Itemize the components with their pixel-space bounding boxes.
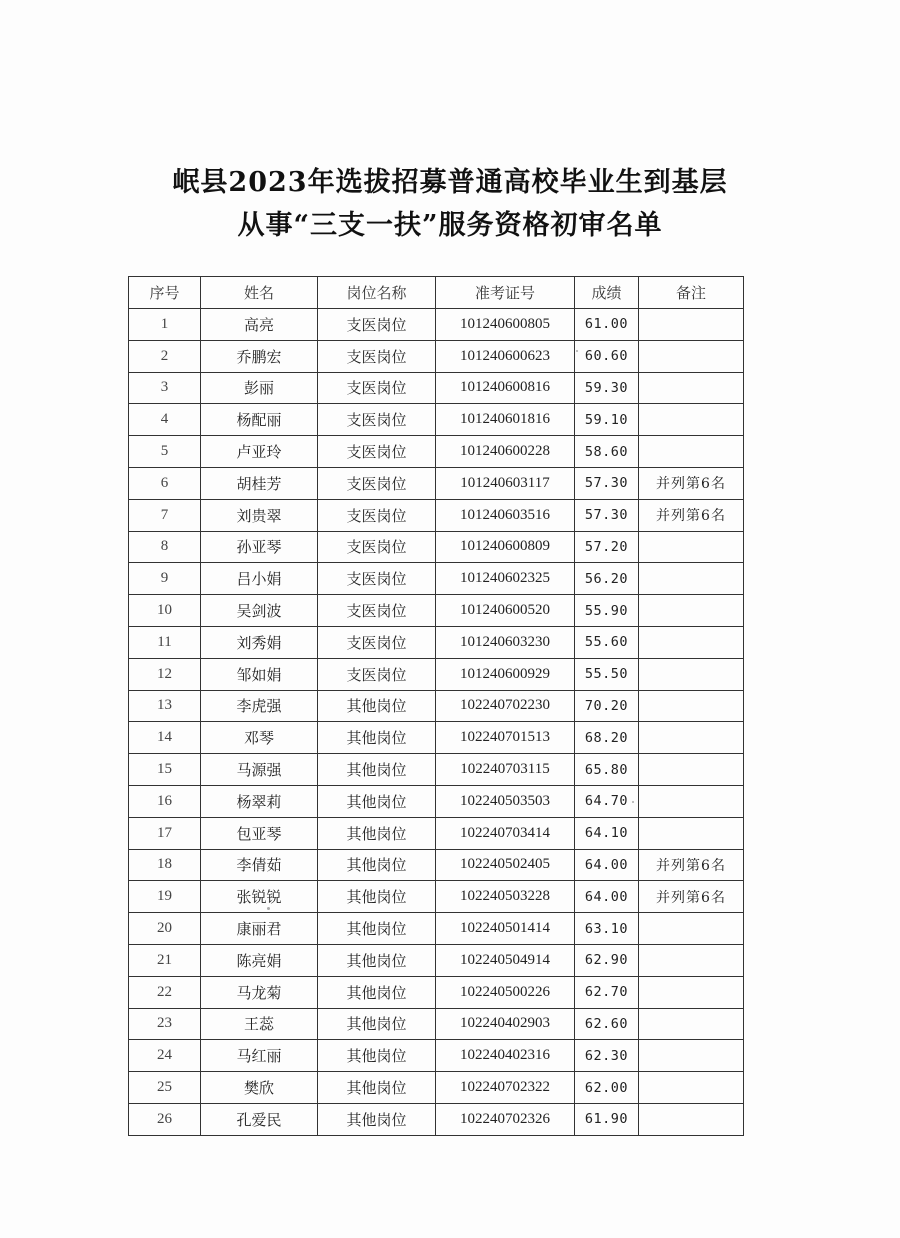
cell-seq: 14 xyxy=(129,722,201,754)
cell-position: 支医岗位 xyxy=(318,658,436,690)
cell-name: 王蕊 xyxy=(201,1008,318,1040)
table-row xyxy=(129,467,744,499)
cell-seq: 4 xyxy=(129,404,201,436)
cell-exam-number: 102240501414 xyxy=(436,913,575,945)
document-title-line-2: 从事“三支一扶”服务资格初审名单 xyxy=(237,210,663,241)
scan-speck xyxy=(267,907,270,910)
cell-score: 62.00 xyxy=(575,1072,639,1104)
cell-seq: 13 xyxy=(129,690,201,722)
table-row xyxy=(129,722,744,754)
table-row xyxy=(129,1072,744,1104)
cell-remarks xyxy=(639,944,744,976)
cell-seq: 26 xyxy=(129,1103,201,1135)
cell-seq: 17 xyxy=(129,817,201,849)
cell-exam-number: 101240600623 xyxy=(436,340,575,372)
cell-position: 其他岗位 xyxy=(318,944,436,976)
cell-remarks xyxy=(639,913,744,945)
cell-score: 61.90 xyxy=(575,1103,639,1135)
cell-position: 其他岗位 xyxy=(318,881,436,913)
cell-name: 马源强 xyxy=(201,754,318,786)
cell-exam-number: 102240701513 xyxy=(436,722,575,754)
cell-position: 其他岗位 xyxy=(318,976,436,1008)
header-exam-number: 准考证号 xyxy=(436,277,575,309)
cell-remarks xyxy=(639,595,744,627)
cell-remarks xyxy=(639,1103,744,1135)
cell-score: 62.30 xyxy=(575,1040,639,1072)
cell-seq: 23 xyxy=(129,1008,201,1040)
table-row xyxy=(129,913,744,945)
cell-score: 64.10 xyxy=(575,817,639,849)
table-row xyxy=(129,595,744,627)
cell-score: 60.60 xyxy=(575,340,639,372)
cell-name: 马红丽 xyxy=(201,1040,318,1072)
cell-exam-number: 102240703414 xyxy=(436,817,575,849)
cell-position: 其他岗位 xyxy=(318,1072,436,1104)
cell-position: 其他岗位 xyxy=(318,690,436,722)
cell-exam-number: 102240402316 xyxy=(436,1040,575,1072)
cell-exam-number: 101240600809 xyxy=(436,531,575,563)
table-row xyxy=(129,499,744,531)
cell-score: 63.10 xyxy=(575,913,639,945)
cell-exam-number: 101240603516 xyxy=(436,499,575,531)
cell-seq: 19 xyxy=(129,881,201,913)
cell-position: 其他岗位 xyxy=(318,1040,436,1072)
cell-exam-number: 102240402903 xyxy=(436,1008,575,1040)
table-row xyxy=(129,372,744,404)
header-score: 成绩 xyxy=(575,277,639,309)
table-row xyxy=(129,785,744,817)
cell-seq: 25 xyxy=(129,1072,201,1104)
cell-position: 其他岗位 xyxy=(318,785,436,817)
cell-name: 邓琴 xyxy=(201,722,318,754)
cell-exam-number: 101240600228 xyxy=(436,436,575,468)
table-header-row xyxy=(129,277,744,309)
cell-remarks xyxy=(639,658,744,690)
cell-score: 55.60 xyxy=(575,626,639,658)
cell-name: 彭丽 xyxy=(201,372,318,404)
cell-position: 其他岗位 xyxy=(318,754,436,786)
cell-position: 其他岗位 xyxy=(318,1103,436,1135)
cell-exam-number: 101240603117 xyxy=(436,467,575,499)
cell-name: 李虎强 xyxy=(201,690,318,722)
table-row xyxy=(129,1103,744,1135)
cell-exam-number: 102240503503 xyxy=(436,785,575,817)
cell-name: 刘贵翠 xyxy=(201,499,318,531)
cell-position: 支医岗位 xyxy=(318,563,436,595)
cell-score: 64.00 xyxy=(575,881,639,913)
cell-name: 胡桂芳 xyxy=(201,467,318,499)
cell-remarks: 并列第6名 xyxy=(639,849,744,881)
cell-remarks xyxy=(639,817,744,849)
cell-score: 56.20 xyxy=(575,563,639,595)
table-row xyxy=(129,690,744,722)
cell-position: 支医岗位 xyxy=(318,404,436,436)
table-row xyxy=(129,658,744,690)
cell-remarks xyxy=(639,340,744,372)
cell-remarks xyxy=(639,690,744,722)
cell-position: 支医岗位 xyxy=(318,595,436,627)
cell-score: 57.30 xyxy=(575,467,639,499)
cell-exam-number: 102240500226 xyxy=(436,976,575,1008)
cell-exam-number: 101240600520 xyxy=(436,595,575,627)
cell-score: 62.60 xyxy=(575,1008,639,1040)
cell-remarks xyxy=(639,309,744,341)
cell-remarks xyxy=(639,1008,744,1040)
cell-score: 65.80 xyxy=(575,754,639,786)
cell-exam-number: 101240603230 xyxy=(436,626,575,658)
document-title-line-1: 岷县2023年选拔招募普通高校毕业生到基层 xyxy=(172,167,728,198)
cell-score: 59.30 xyxy=(575,372,639,404)
cell-score: 64.00 xyxy=(575,849,639,881)
cell-seq: 8 xyxy=(129,531,201,563)
cell-name: 李倩茹 xyxy=(201,849,318,881)
table-row xyxy=(129,976,744,1008)
cell-seq: 12 xyxy=(129,658,201,690)
cell-seq: 22 xyxy=(129,976,201,1008)
cell-remarks xyxy=(639,722,744,754)
cell-remarks xyxy=(639,1072,744,1104)
cell-score: 68.20 xyxy=(575,722,639,754)
cell-score: 57.20 xyxy=(575,531,639,563)
header-name: 姓名 xyxy=(201,277,318,309)
table-row xyxy=(129,881,744,913)
header-remarks: 备注 xyxy=(639,277,744,309)
cell-name: 邹如娟 xyxy=(201,658,318,690)
cell-name: 孔爱民 xyxy=(201,1103,318,1135)
cell-exam-number: 101240600929 xyxy=(436,658,575,690)
table-body xyxy=(129,309,744,1136)
cell-exam-number: 101240601816 xyxy=(436,404,575,436)
table-row xyxy=(129,817,744,849)
cell-seq: 2 xyxy=(129,340,201,372)
cell-seq: 16 xyxy=(129,785,201,817)
cell-position: 支医岗位 xyxy=(318,372,436,404)
cell-position: 其他岗位 xyxy=(318,849,436,881)
cell-exam-number: 101240600816 xyxy=(436,372,575,404)
cell-remarks xyxy=(639,372,744,404)
table-row xyxy=(129,404,744,436)
cell-name: 杨翠莉 xyxy=(201,785,318,817)
table-row xyxy=(129,531,744,563)
cell-remarks xyxy=(639,785,744,817)
cell-seq: 6 xyxy=(129,467,201,499)
cell-remarks xyxy=(639,531,744,563)
cell-position: 支医岗位 xyxy=(318,467,436,499)
cell-remarks: 并列第6名 xyxy=(639,499,744,531)
cell-remarks xyxy=(639,563,744,595)
cell-exam-number: 102240702230 xyxy=(436,690,575,722)
cell-name: 刘秀娟 xyxy=(201,626,318,658)
cell-position: 其他岗位 xyxy=(318,913,436,945)
table-row xyxy=(129,754,744,786)
cell-name: 乔鹏宏 xyxy=(201,340,318,372)
table-row xyxy=(129,849,744,881)
table-row xyxy=(129,944,744,976)
cell-remarks xyxy=(639,1040,744,1072)
cell-seq: 15 xyxy=(129,754,201,786)
cell-exam-number: 102240702322 xyxy=(436,1072,575,1104)
cell-name: 康丽君 xyxy=(201,913,318,945)
cell-score: 55.90 xyxy=(575,595,639,627)
cell-score: 70.20 xyxy=(575,690,639,722)
table-row xyxy=(129,1008,744,1040)
table-row xyxy=(129,626,744,658)
cell-remarks xyxy=(639,754,744,786)
cell-position: 支医岗位 xyxy=(318,626,436,658)
cell-name: 杨配丽 xyxy=(201,404,318,436)
cell-position: 支医岗位 xyxy=(318,309,436,341)
cell-name: 包亚琴 xyxy=(201,817,318,849)
cell-remarks xyxy=(639,436,744,468)
cell-score: 61.00 xyxy=(575,309,639,341)
cell-remarks: 并列第6名 xyxy=(639,881,744,913)
cell-name: 吕小娟 xyxy=(201,563,318,595)
cell-name: 马龙菊 xyxy=(201,976,318,1008)
cell-remarks xyxy=(639,976,744,1008)
table-row xyxy=(129,340,744,372)
cell-seq: 7 xyxy=(129,499,201,531)
cell-seq: 9 xyxy=(129,563,201,595)
cell-exam-number: 101240600805 xyxy=(436,309,575,341)
cell-position: 支医岗位 xyxy=(318,531,436,563)
cell-position: 其他岗位 xyxy=(318,1008,436,1040)
cell-seq: 5 xyxy=(129,436,201,468)
cell-exam-number: 102240503228 xyxy=(436,881,575,913)
cell-name: 孙亚琴 xyxy=(201,531,318,563)
cell-seq: 24 xyxy=(129,1040,201,1072)
cell-name: 樊欣 xyxy=(201,1072,318,1104)
cell-seq: 10 xyxy=(129,595,201,627)
cell-name: 吴剑波 xyxy=(201,595,318,627)
cell-seq: 3 xyxy=(129,372,201,404)
cell-position: 支医岗位 xyxy=(318,436,436,468)
table-row xyxy=(129,309,744,341)
cell-seq: 20 xyxy=(129,913,201,945)
cell-position: 支医岗位 xyxy=(318,340,436,372)
cell-seq: 11 xyxy=(129,626,201,658)
cell-remarks xyxy=(639,404,744,436)
cell-score: 55.50 xyxy=(575,658,639,690)
cell-position: 支医岗位 xyxy=(318,499,436,531)
cell-name: 卢亚玲 xyxy=(201,436,318,468)
cell-remarks: 并列第6名 xyxy=(639,467,744,499)
cell-name: 高亮 xyxy=(201,309,318,341)
cell-score: 62.70 xyxy=(575,976,639,1008)
table-row xyxy=(129,1040,744,1072)
cell-name: 张锐锐 xyxy=(201,881,318,913)
cell-score: 59.10 xyxy=(575,404,639,436)
table-row xyxy=(129,563,744,595)
cell-remarks xyxy=(639,626,744,658)
cell-score: 62.90 xyxy=(575,944,639,976)
cell-seq: 1 xyxy=(129,309,201,341)
cell-position: 其他岗位 xyxy=(318,817,436,849)
header-seq: 序号 xyxy=(129,277,201,309)
table-row xyxy=(129,436,744,468)
scan-speck xyxy=(632,801,634,803)
cell-exam-number: 102240502405 xyxy=(436,849,575,881)
qualification-list-table xyxy=(128,276,744,1136)
cell-seq: 18 xyxy=(129,849,201,881)
cell-exam-number: 101240602325 xyxy=(436,563,575,595)
scan-speck xyxy=(576,350,578,352)
header-position: 岗位名称 xyxy=(318,277,436,309)
cell-score: 58.60 xyxy=(575,436,639,468)
cell-score: 57.30 xyxy=(575,499,639,531)
cell-exam-number: 102240703115 xyxy=(436,754,575,786)
cell-exam-number: 102240702326 xyxy=(436,1103,575,1135)
cell-score: 64.70 xyxy=(575,785,639,817)
cell-position: 其他岗位 xyxy=(318,722,436,754)
cell-seq: 21 xyxy=(129,944,201,976)
cell-name: 陈亮娟 xyxy=(201,944,318,976)
cell-exam-number: 102240504914 xyxy=(436,944,575,976)
